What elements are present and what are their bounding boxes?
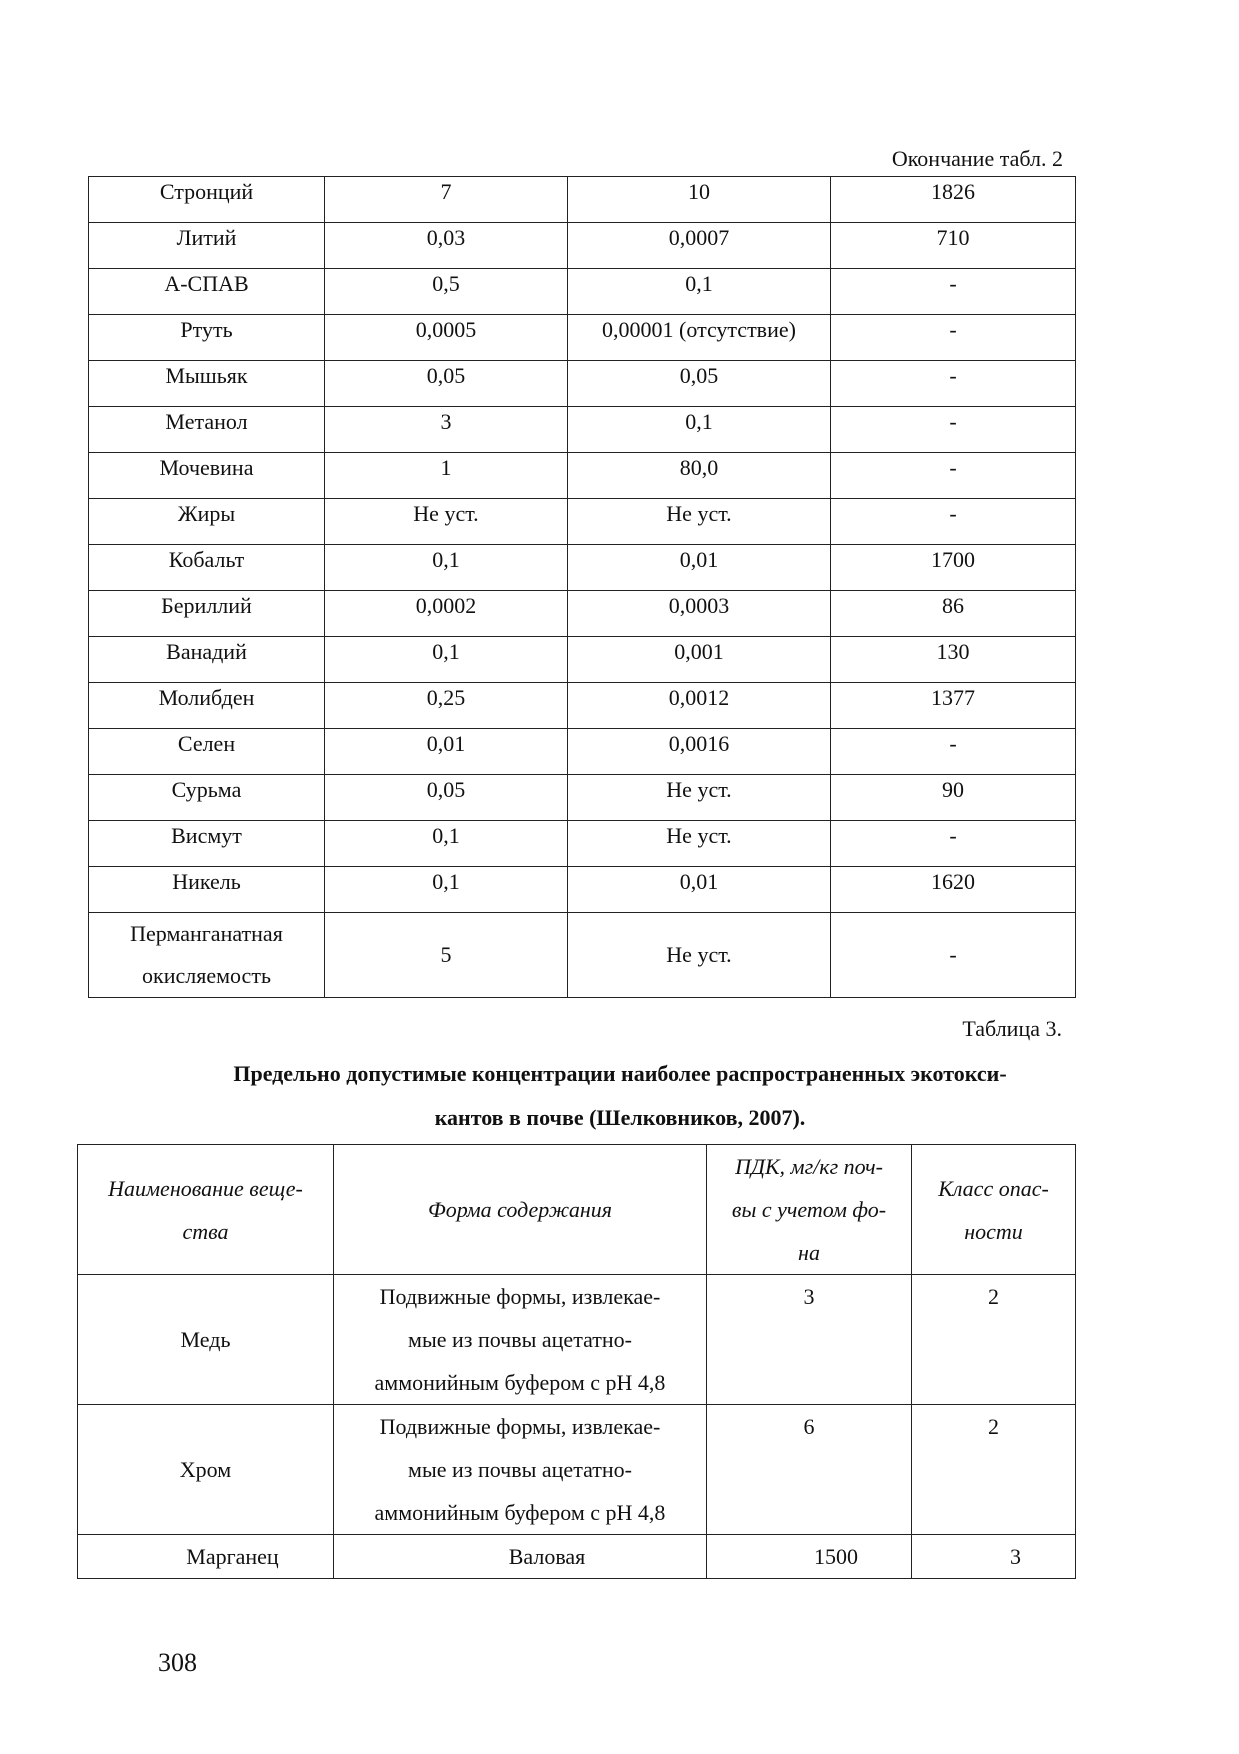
- table-2-body: [89, 177, 1076, 913]
- table-cell: А-СПАВ: [89, 269, 325, 315]
- page-number: 308: [158, 1648, 197, 1677]
- table-cell: 0,0016: [568, 729, 831, 775]
- table-cell: 0,001: [568, 637, 831, 683]
- table-cell: 6: [707, 1405, 912, 1535]
- table-cell: Ртуть: [89, 315, 325, 361]
- table-cell: -: [831, 913, 1076, 998]
- cell-line: мые из почвы ацетатно-: [408, 1457, 632, 1482]
- table-row: [78, 1275, 1076, 1405]
- table-cell: Валовая: [334, 1535, 707, 1579]
- table-cell: 0,05: [325, 775, 568, 821]
- table-cell: 130: [831, 637, 1076, 683]
- table-cell: 0,01: [568, 867, 831, 913]
- header-line: ства: [182, 1218, 229, 1244]
- table-cell: 3: [707, 1275, 912, 1405]
- table-cell: 0,0003: [568, 591, 831, 637]
- table-cell: 0,03: [325, 223, 568, 269]
- table-cell: Не уст.: [325, 499, 568, 545]
- table-cell: 0,01: [325, 729, 568, 775]
- table-cell: 0,0002: [325, 591, 568, 637]
- header-line: на: [798, 1240, 820, 1265]
- table-row: [89, 591, 1076, 637]
- table-row: [89, 499, 1076, 545]
- table-cell: 0,1: [325, 821, 568, 867]
- table-cell: -: [831, 453, 1076, 499]
- title-line: Предельно допустимые концентрации наиболее распространенных экотокси-: [233, 1061, 1007, 1086]
- table-cell: Литий: [89, 223, 325, 269]
- header-content-form: Форма содержания: [334, 1145, 707, 1275]
- table-cell: 1500: [707, 1535, 912, 1579]
- header-line: вы с учетом фо-: [731, 1197, 887, 1222]
- header-substance-name: [78, 1145, 334, 1275]
- cell-line: аммонийным буфером с pH 4,8: [374, 1500, 666, 1525]
- table-cell: Никель: [89, 867, 325, 913]
- table-row: [89, 269, 1076, 315]
- table-cell: Хром: [78, 1405, 334, 1535]
- table-cell: 0,1: [325, 867, 568, 913]
- table-2-continuation: [88, 176, 1076, 998]
- table-row: [89, 821, 1076, 867]
- table-cell: Не уст.: [568, 499, 831, 545]
- table-cell: 0,0007: [568, 223, 831, 269]
- cell-line: аммонийным буфером с pH 4,8: [374, 1370, 666, 1395]
- table-row: [78, 1535, 1076, 1579]
- table-cell: -: [831, 821, 1076, 867]
- header-line: ПДК, мг/кг поч-: [735, 1154, 883, 1179]
- table-3-label: Таблица 3.: [962, 1016, 1062, 1041]
- table-cell: 90: [831, 775, 1076, 821]
- header-line: ности: [964, 1218, 1023, 1244]
- table-cell: 0,1: [325, 637, 568, 683]
- table-3: [77, 1144, 1076, 1579]
- table-continuation-label: Окончание табл. 2: [891, 146, 1063, 171]
- table-row: [89, 177, 1076, 223]
- table-cell: Марганец: [78, 1535, 334, 1579]
- table-cell: 3: [912, 1535, 1076, 1579]
- table-cell: Медь: [78, 1275, 334, 1405]
- table-cell: 0,0012: [568, 683, 831, 729]
- table-cell: 2: [912, 1275, 1076, 1405]
- table-cell: 0,25: [325, 683, 568, 729]
- table-cell: 0,05: [568, 361, 831, 407]
- table-cell: Ванадий: [89, 637, 325, 683]
- table-cell: Мышьяк: [89, 361, 325, 407]
- table-cell: 1377: [831, 683, 1076, 729]
- table-cell: 3: [325, 407, 568, 453]
- header-mpc: [707, 1145, 912, 1275]
- table-cell: 0,1: [568, 407, 831, 453]
- table-cell: [334, 1275, 707, 1405]
- cell-line: Подвижные формы, извлекае-: [379, 1414, 661, 1439]
- table-cell: 5: [325, 913, 568, 998]
- table-row: [89, 637, 1076, 683]
- table-row: [89, 913, 1076, 998]
- table-row: [89, 315, 1076, 361]
- table-row: [89, 775, 1076, 821]
- cell-line: Подвижные формы, извлекае-: [379, 1284, 661, 1309]
- table-row: [89, 361, 1076, 407]
- table-cell: Кобальт: [89, 545, 325, 591]
- table-cell: Мочевина: [89, 453, 325, 499]
- table-cell: 86: [831, 591, 1076, 637]
- cell-line: мые из почвы ацетатно-: [408, 1327, 632, 1352]
- table-cell: 0,0005: [325, 315, 568, 361]
- table-cell: -: [831, 269, 1076, 315]
- table-cell: Сурьма: [89, 775, 325, 821]
- table-cell: 0,1: [325, 545, 568, 591]
- table-3-title: [140, 1052, 1100, 1140]
- table-row: [89, 867, 1076, 913]
- cell-line: окисляемость: [142, 963, 271, 988]
- table-cell: Висмут: [89, 821, 325, 867]
- table-row: [89, 545, 1076, 591]
- cell-line: Перманганатная: [130, 921, 283, 946]
- table-cell: Стронций: [89, 177, 325, 223]
- table-row: [78, 1405, 1076, 1535]
- table-cell: Молибден: [89, 683, 325, 729]
- table-row: [89, 453, 1076, 499]
- table-cell: -: [831, 499, 1076, 545]
- table-row: [89, 729, 1076, 775]
- table-cell: 7: [325, 177, 568, 223]
- table-cell: Бериллий: [89, 591, 325, 637]
- table-cell: 1826: [831, 177, 1076, 223]
- table-cell: 0,01: [568, 545, 831, 591]
- table-cell: Не уст.: [568, 913, 831, 998]
- table-row: [89, 683, 1076, 729]
- table-cell: [89, 913, 325, 998]
- table-cell: -: [831, 729, 1076, 775]
- table-cell: 1620: [831, 867, 1076, 913]
- table-cell: Не уст.: [568, 821, 831, 867]
- table-cell: 0,05: [325, 361, 568, 407]
- table-row: [89, 407, 1076, 453]
- table-cell: [334, 1405, 707, 1535]
- table-cell: 80,0: [568, 453, 831, 499]
- table-cell: 1: [325, 453, 568, 499]
- table-cell: 10: [568, 177, 831, 223]
- table-cell: 0,5: [325, 269, 568, 315]
- table-cell: Селен: [89, 729, 325, 775]
- title-line: кантов в почве (Шелковников, 2007).: [434, 1105, 806, 1130]
- table-header-row: [78, 1145, 1076, 1275]
- table-cell: Жиры: [89, 499, 325, 545]
- table-cell: 1700: [831, 545, 1076, 591]
- header-line: Класс опас-: [938, 1175, 1049, 1201]
- header-line: Наименование веще-: [108, 1175, 303, 1201]
- table-cell: 2: [912, 1405, 1076, 1535]
- table-cell: 0,00001 (отсутствие): [568, 315, 831, 361]
- table-cell: Не уст.: [568, 775, 831, 821]
- table-row: [89, 223, 1076, 269]
- table-cell: -: [831, 315, 1076, 361]
- table-cell: 0,1: [568, 269, 831, 315]
- header-hazard-class: [912, 1145, 1076, 1275]
- table-cell: -: [831, 361, 1076, 407]
- table-cell: 710: [831, 223, 1076, 269]
- table-cell: -: [831, 407, 1076, 453]
- table-cell: Метанол: [89, 407, 325, 453]
